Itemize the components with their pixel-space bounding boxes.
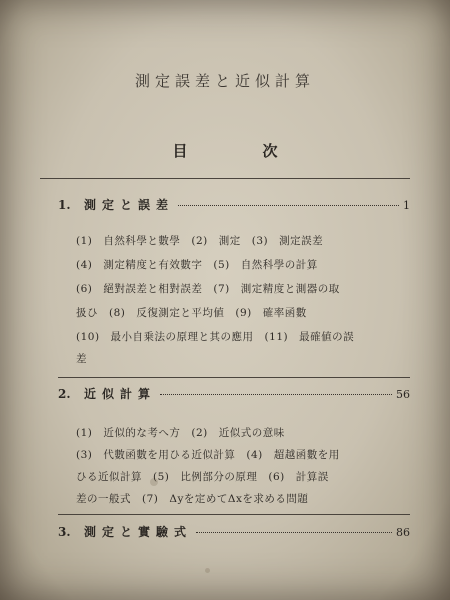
- chapter-page-number: 1: [403, 199, 410, 212]
- section-line: 差: [76, 353, 87, 365]
- section-line: ひる近似計算 (5) 比例部分の原理 (6) 計算誤: [76, 471, 329, 483]
- section-line: 扱ひ (8) 反復測定と平均値 (9) 確率函數: [76, 307, 307, 319]
- section-line: (3) 代數函數を用ひる近似計算 (4) 超越函數を用: [76, 449, 340, 461]
- chapter-number: 3.: [58, 525, 71, 539]
- chapter-number: 2.: [58, 387, 71, 401]
- chapter-3-entry[interactable]: [58, 523, 410, 540]
- chapter-page-number: 56: [396, 388, 410, 401]
- chapter-1-entry[interactable]: [58, 196, 410, 213]
- section-line: (6) 絕對誤差と相對誤差 (7) 測定精度と測器の取: [76, 283, 340, 295]
- chapter-page-number: 86: [396, 526, 410, 539]
- chapter-title: 測定と誤差: [84, 198, 175, 212]
- leader-dots: [196, 532, 392, 533]
- chapter-number: 1.: [58, 198, 71, 212]
- section-line: (1) 近似的な考へ方 (2) 近似式の意味: [76, 427, 285, 439]
- heading-rule: [40, 178, 410, 179]
- paper-stain: [205, 568, 210, 573]
- toc-heading: 目 次: [172, 142, 308, 160]
- leader-dots: [178, 205, 399, 206]
- leader-dots: [160, 394, 392, 395]
- section-line: 差の一般式 (7) Δyを定めてΔxを求める問題: [76, 493, 309, 505]
- chapter-2-entry[interactable]: [58, 385, 410, 402]
- chapter-divider: [58, 377, 410, 378]
- chapter-divider: [58, 514, 410, 515]
- section-line: (4) 測定精度と有效數字 (5) 自然科學の計算: [76, 259, 318, 271]
- section-line: (1) 自然科學と數學 (2) 測定 (3) 測定誤差: [76, 235, 324, 247]
- section-line: (10) 最小自乗法の原理と其の應用 (11) 最確値の誤: [76, 331, 355, 343]
- chapter-title: 測定と實驗式: [84, 525, 193, 539]
- chapter-title: 近似計算: [84, 387, 157, 401]
- book-title: 測定誤差と近似計算: [134, 72, 315, 90]
- paper-stain: [150, 478, 158, 486]
